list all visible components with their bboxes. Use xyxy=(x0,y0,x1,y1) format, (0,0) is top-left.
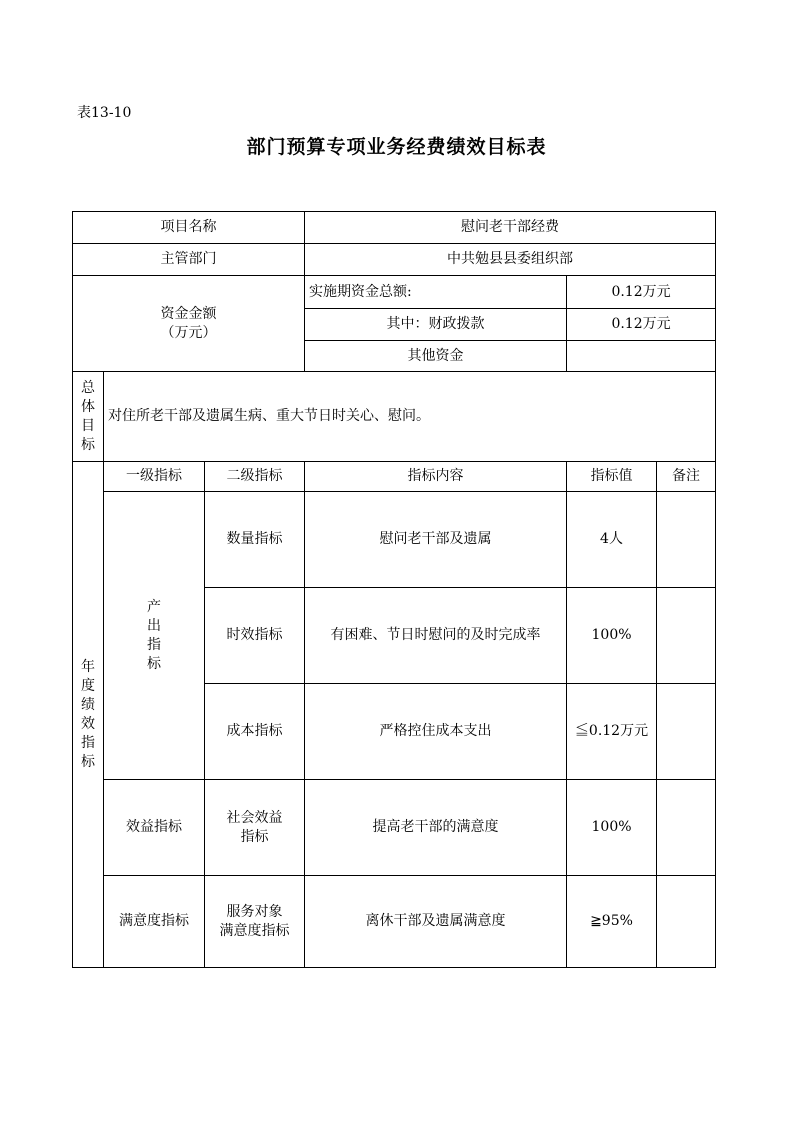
overall-label-char: 体 xyxy=(81,398,95,415)
performance-table xyxy=(72,211,716,968)
project-name-label: 项目名称 xyxy=(73,212,305,244)
overall-label-char: 标 xyxy=(81,436,95,453)
annual-label-char: 标 xyxy=(81,753,95,770)
funds-other-label: 其他资金 xyxy=(305,341,567,372)
social-benefit-indicator-label xyxy=(205,780,305,876)
output-label-char: 出 xyxy=(147,617,161,634)
output-indicators-label xyxy=(104,492,205,780)
funds-label: 资金金额 xyxy=(160,305,217,322)
funds-unit: （万元） xyxy=(160,324,217,341)
timeliness-indicator-value: 100% xyxy=(567,588,657,684)
overall-goal-text: 对住所老干部及遗属生病、重大节日时关心、慰问。 xyxy=(104,372,716,462)
overall-goal-row xyxy=(73,372,716,462)
project-name-value: 慰问老干部经费 xyxy=(305,212,716,244)
cost-indicator-label: 成本指标 xyxy=(205,684,305,780)
social-benefit-remark xyxy=(657,780,716,876)
header-level2: 二级指标 xyxy=(205,462,305,492)
social-benefit-value: 100% xyxy=(567,780,657,876)
service-satisfaction-remark xyxy=(657,876,716,968)
annual-label-char: 年 xyxy=(81,658,95,675)
output-label-char: 标 xyxy=(147,655,161,672)
quantity-indicator-remark xyxy=(657,492,716,588)
table-number: 表13-10 xyxy=(77,105,132,121)
overall-label-char: 目 xyxy=(81,417,95,434)
document-title: 部门预算专项业务经费绩效目标表 xyxy=(246,136,547,158)
funds-other-value xyxy=(567,341,716,372)
timeliness-indicator-label: 时效指标 xyxy=(205,588,305,684)
timeliness-indicator-remark xyxy=(657,588,716,684)
output-label-char: 产 xyxy=(147,598,161,615)
funds-amount-label xyxy=(73,276,305,372)
annual-label-char: 指 xyxy=(81,734,95,751)
funds-fiscal-value: 0.12万元 xyxy=(567,309,716,341)
service-satisfaction-line: 满意度指标 xyxy=(219,922,290,939)
service-satisfaction-value: ≧95% xyxy=(567,876,657,968)
annual-label-char: 度 xyxy=(81,677,95,694)
cost-indicator-value: ≦0.12万元 xyxy=(567,684,657,780)
overall-label-char: 总 xyxy=(81,379,95,396)
overall-goal-label xyxy=(73,372,104,462)
output-label-char: 指 xyxy=(147,636,161,653)
satisfaction-indicators-label: 满意度指标 xyxy=(104,876,205,968)
funds-fiscal-label: 其中：财政拨款 xyxy=(305,309,567,341)
quantity-indicator-value: 4人 xyxy=(567,492,657,588)
annual-indicators-label xyxy=(73,462,104,968)
quantity-indicator-content: 慰问老干部及遗属 xyxy=(305,492,567,588)
department-label: 主管部门 xyxy=(73,244,305,276)
table-row xyxy=(73,780,716,876)
project-name-row xyxy=(73,212,716,244)
header-value: 指标值 xyxy=(567,462,657,492)
funds-total-value: 0.12万元 xyxy=(567,276,716,309)
service-satisfaction-content: 离休干部及遗属满意度 xyxy=(305,876,567,968)
indicator-header-row xyxy=(73,462,716,492)
service-satisfaction-indicator-label xyxy=(205,876,305,968)
cost-indicator-remark xyxy=(657,684,716,780)
benefit-indicators-label: 效益指标 xyxy=(104,780,205,876)
table-row xyxy=(73,876,716,968)
service-satisfaction-line: 服务对象 xyxy=(226,903,283,920)
timeliness-indicator-content: 有困难、节日时慰问的及时完成率 xyxy=(305,588,567,684)
social-benefit-line: 社会效益 xyxy=(226,809,283,826)
funds-total-row xyxy=(73,276,716,309)
header-content: 指标内容 xyxy=(305,462,567,492)
department-value: 中共勉县县委组织部 xyxy=(305,244,716,276)
header-level1: 一级指标 xyxy=(104,462,205,492)
social-benefit-content: 提高老干部的满意度 xyxy=(305,780,567,876)
annual-label-char: 效 xyxy=(81,715,95,732)
quantity-indicator-label: 数量指标 xyxy=(205,492,305,588)
header-remark: 备注 xyxy=(657,462,716,492)
annual-label-char: 绩 xyxy=(81,696,95,713)
cost-indicator-content: 严格控住成本支出 xyxy=(305,684,567,780)
department-row xyxy=(73,244,716,276)
funds-total-label: 实施期资金总额: xyxy=(305,276,567,309)
social-benefit-line: 指标 xyxy=(240,828,269,845)
table-row xyxy=(73,492,716,588)
